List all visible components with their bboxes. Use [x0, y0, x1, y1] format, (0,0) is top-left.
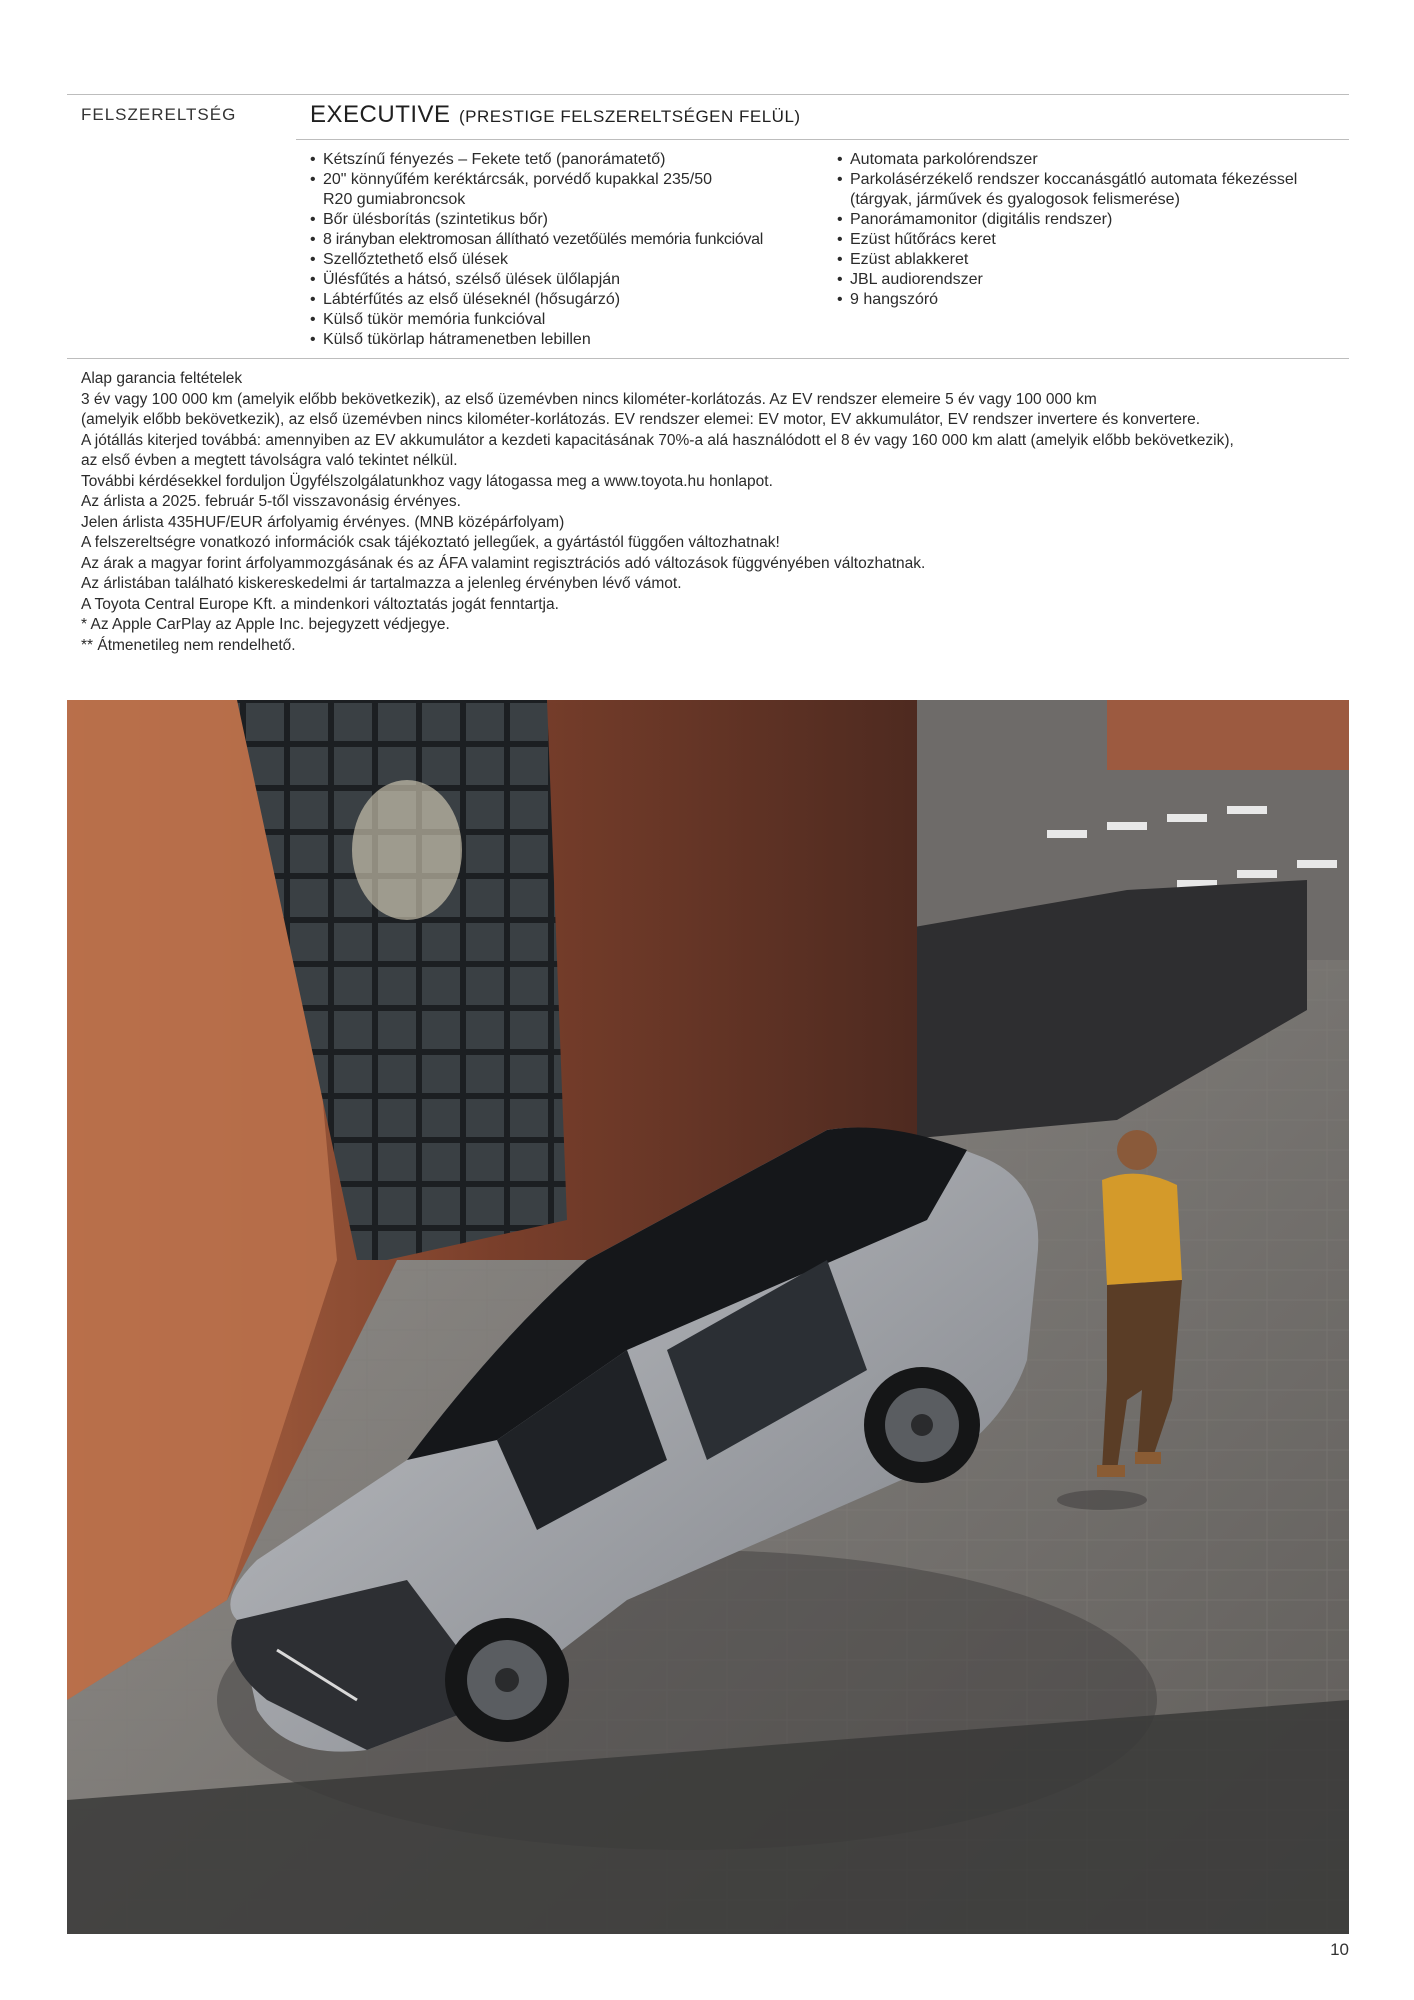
trim-subtitle: (PRESTIGE FELSZERELTSÉGEN FELÜL)	[458, 107, 801, 126]
list-item: • Szellőztethető első ülések	[308, 250, 828, 270]
note-line: az első évben a megtett távolságra való tekintet nélkül.	[81, 452, 458, 469]
note-line: (amelyik előbb bekövetkezik), az első üzemévben nincs kilométer-korlátozás. EV rendszer elemei: EV motor, EV akkumulátor, EV rendszer invertere és konvertere.	[81, 411, 1201, 428]
trim-title	[310, 101, 801, 129]
note-line: További kérdésekkel forduljon Ügyfélszolgálatunkhoz vagy látogassa meg a www.toyota.hu honlapot.	[81, 472, 773, 490]
list-item: • 9 hangszóró	[835, 290, 1355, 310]
list-item: • Panorámamonitor (digitális rendszer)	[835, 210, 1355, 230]
note-line: Az árak a magyar forint árfolyammozgásának és az ÁFA valamint regisztrációs adó változások függvényében változhatnak.	[81, 554, 926, 572]
footnotes	[81, 369, 1356, 656]
feature-list-right	[835, 150, 1355, 310]
list-item: • Parkolásérzékelő rendszer koccanásgátló automata fékezéssel (tárgyak, járművek és gyalogosok felismerése)	[835, 170, 1355, 210]
note-line: Az árlistában található kiskereskedelmi ár tartalmazza a jelenleg érvényben lévő vámot.	[81, 575, 682, 592]
trim-name: EXECUTIVE	[310, 101, 451, 128]
note-line: 3 év vagy 100 000 km (amelyik előbb bekövetkezik), az első üzemévben nincs kilométer-korlátozás. Az EV rendszer elemeire 5 év vagy 100 000 km	[81, 390, 1097, 408]
page-number: 10	[1330, 1940, 1349, 1959]
note-line: A Toyota Central Europe Kft. a mindenkori változtatás jogát fenntartja.	[81, 595, 559, 613]
note-line: Alap garancia feltételek	[81, 370, 243, 387]
list-item: • Automata parkolórendszer	[835, 150, 1355, 170]
list-item: • Lábtérfűtés az első üléseknél (hősugárzó)	[308, 290, 828, 310]
list-item: • Bőr ülésborítás (szintetikus bőr)	[308, 210, 828, 230]
features-bottom-rule	[67, 358, 1349, 359]
header-bottom-rule	[296, 139, 1349, 140]
note-line: A jótállás kiterjed továbbá: amennyiben az EV akkumulátor a kezdeti kapacitásának 70%-a alá használódott el 8 év vagy 160 000 km alatt (amelyik előbb bekövetkezik),	[81, 431, 1234, 449]
list-item: • Ezüst hűtőrács keret	[835, 230, 1355, 250]
note-line: Az árlista a 2025. február 5-től visszavonásig érvényes.	[81, 493, 461, 510]
sweater	[1102, 1174, 1182, 1285]
list-item: • Ezüst ablakkeret	[835, 250, 1355, 270]
section-label: FELSZERELTSÉG	[81, 105, 237, 124]
note-line: ** Átmenetileg nem rendelhető.	[81, 636, 296, 654]
list-item: • Ülésfűtés a hátsó, szélső ülések ülőlapján	[308, 270, 828, 290]
note-line: A felszereltségre vonatkozó információk csak tájékoztató jellegűek, a gyártástól függően változhatnak!	[81, 534, 780, 551]
header-top-rule	[67, 94, 1349, 95]
note-line: Jelen árlista 435HUF/EUR árfolyamig érvényes. (MNB középárfolyam)	[81, 513, 565, 531]
car-photo	[67, 700, 1349, 1934]
list-item: • Kétszínű fényezés – Fekete tető (panorámatető)	[308, 150, 828, 170]
feature-list-left	[308, 150, 828, 350]
list-item: • Külső tükörlap hátramenetben lebillen	[308, 330, 828, 350]
list-item: • JBL audiorendszer	[835, 270, 1355, 290]
list-item: • Külső tükör memória funkcióval	[308, 310, 828, 330]
note-line: * Az Apple CarPlay az Apple Inc. bejegyzett védjegye.	[81, 616, 450, 633]
list-item: • 20" könnyűfém keréktárcsák, porvédő kupakkal 235/50 R20 gumiabroncsok	[308, 170, 733, 210]
car-photo-illustration	[67, 700, 1349, 1934]
list-item: • 8 irányban elektromosan állítható vezetőülés memória funkcióval	[308, 230, 828, 250]
